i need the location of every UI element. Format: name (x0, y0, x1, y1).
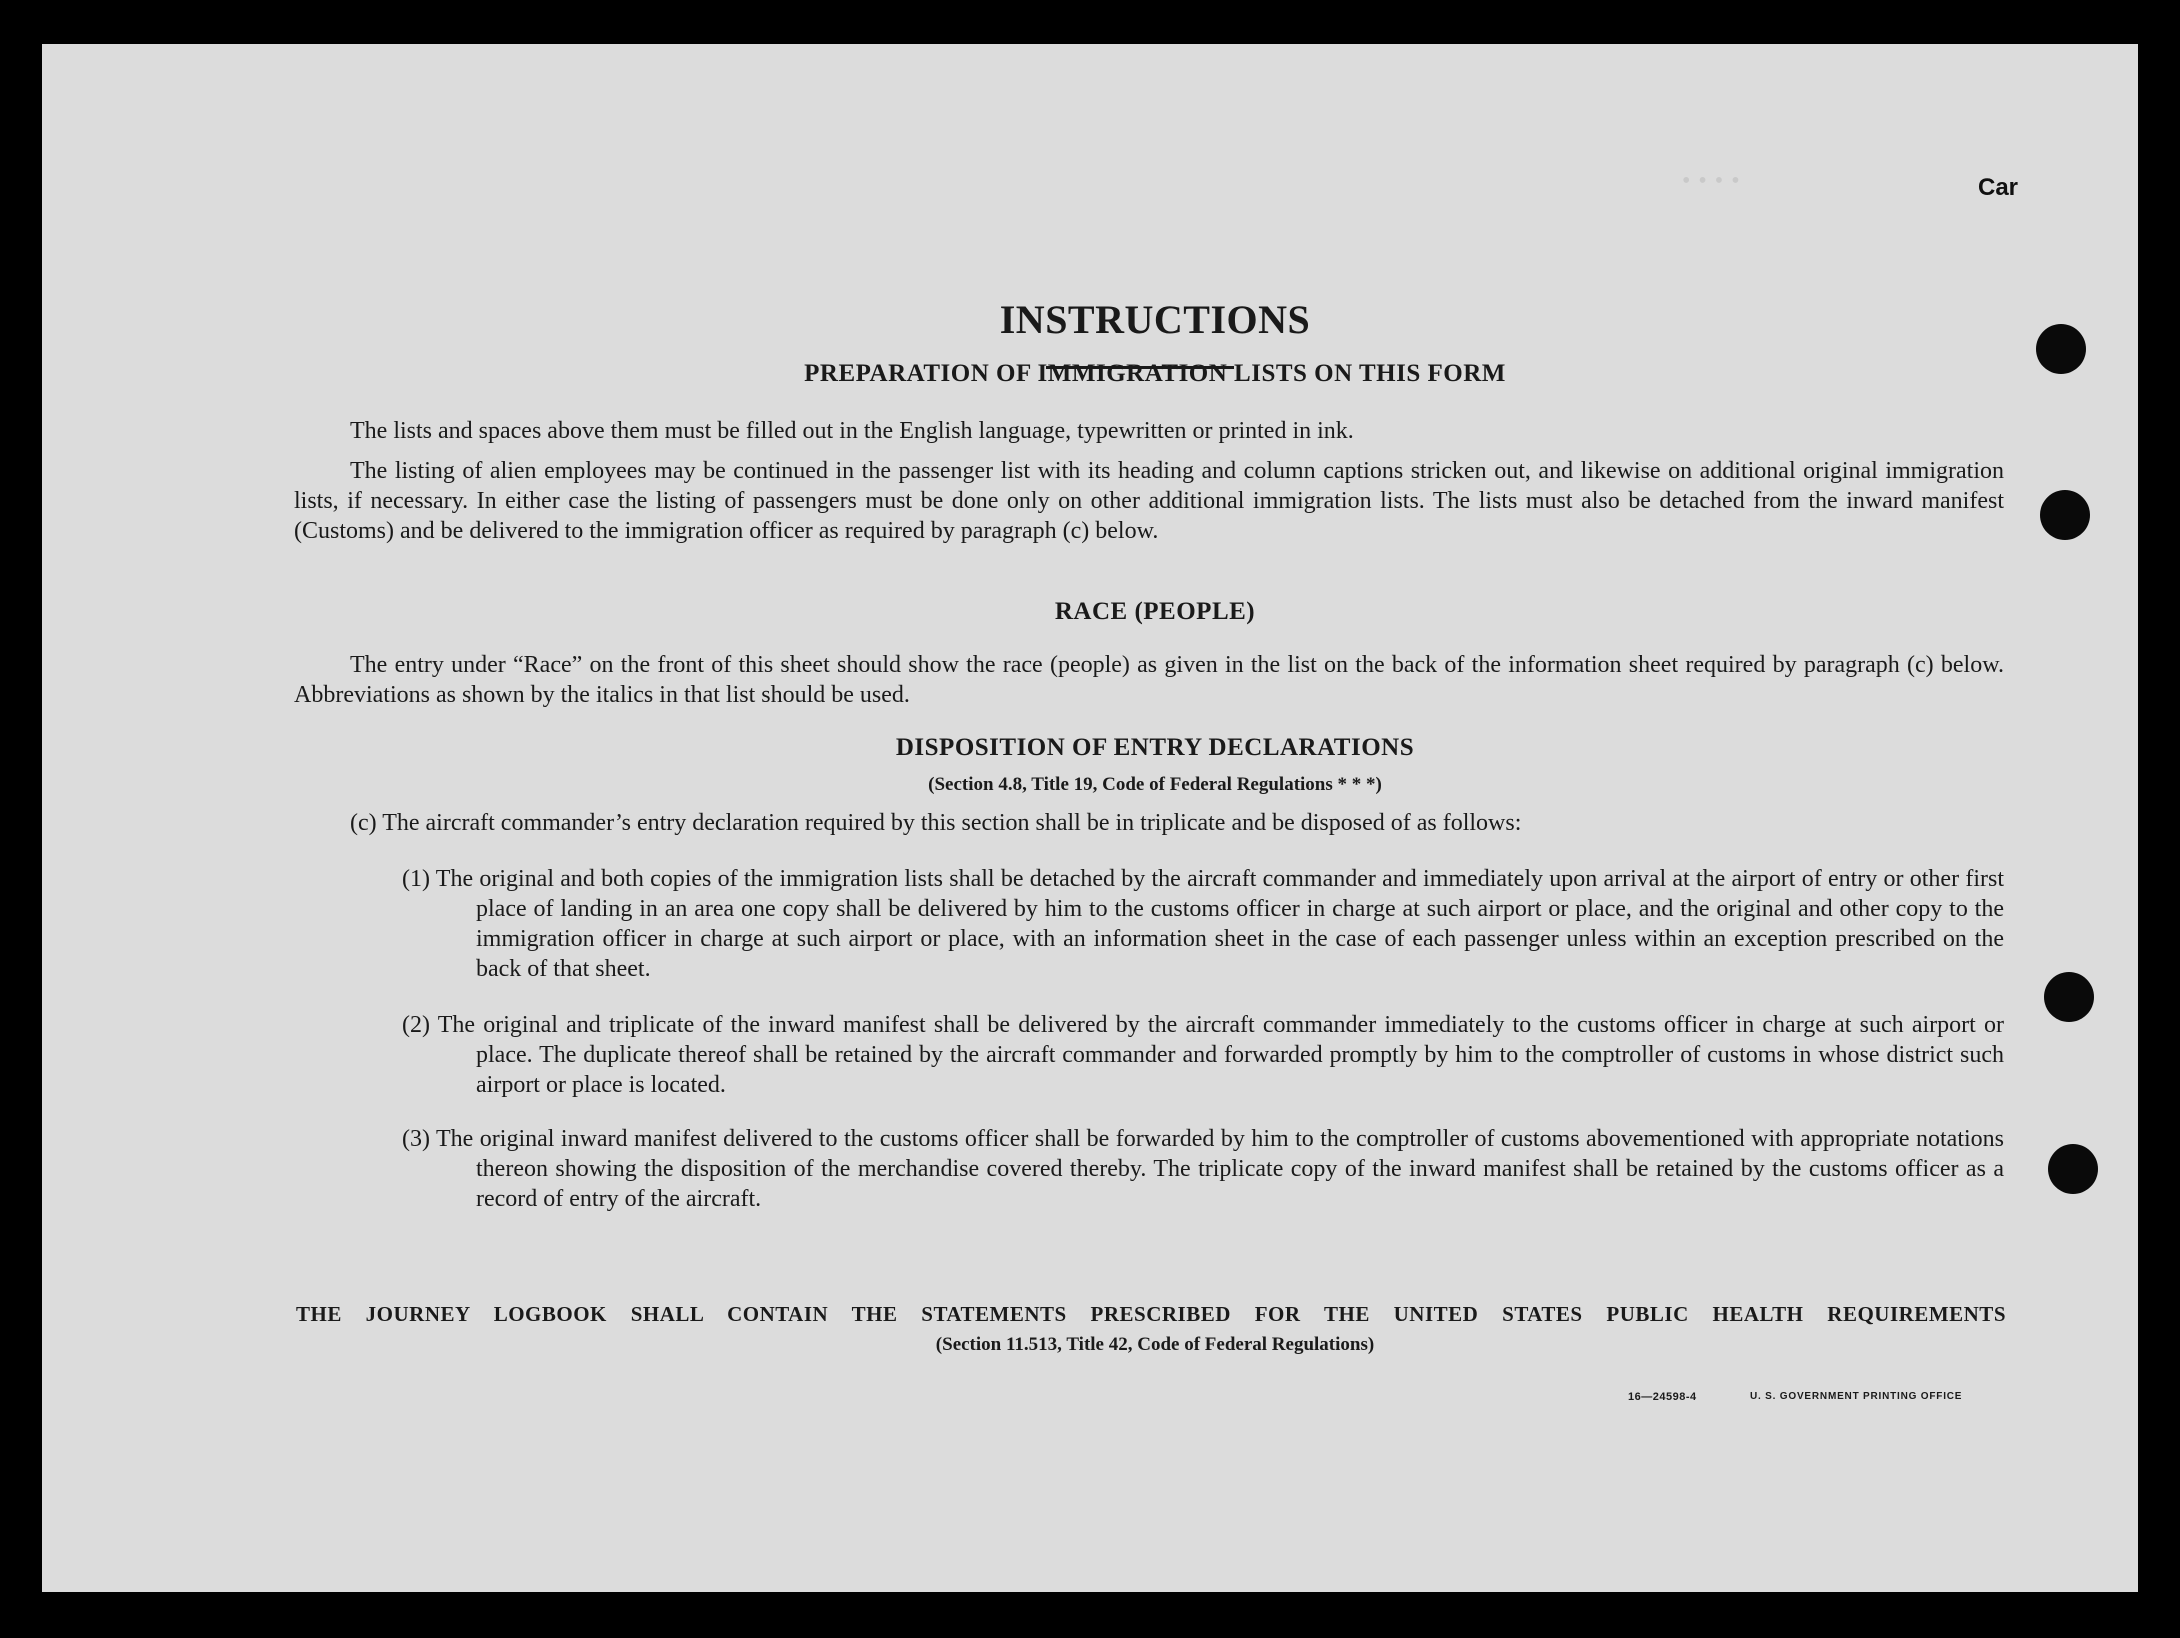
paragraph-language: The lists and spaces above them must be filled out in the English language, typewritten or printed in ink. (350, 418, 1354, 444)
section-heading-race: RACE (PEOPLE) (1054, 598, 1256, 625)
paragraph-race: The entry under “Race” on the front of this sheet should show the race (people) as given in the list on the back of the information sheet required by paragraph (c) below. Abbreviations as shown by the italics in that list should be used. (294, 652, 2004, 708)
page-title: INSTRUCTIONS (999, 297, 1311, 342)
footer-statement: THE JOURNEY LOGBOOK SHALL CONTAIN THE STATEMENTS PRESCRIBED FOR THE UNITED STATES PUBLIC HEALTH REQUIREMENTS (296, 1302, 2006, 1326)
section-heading-preparation: PREPARATION OF IMMIGRATION LISTS ON THIS FORM (804, 360, 1506, 387)
list-item-2: (2) The original and triplicate of the inward manifest shall be delivered by the aircraft commander immediately to the customs officer in charge at such airport or place. The duplicate thereof shall be retained by the aircraft commander and forwarded promptly by him to the comptroller of customs in whose district such airport or place is located. (402, 1012, 2004, 1098)
printer-imprint: U. S. GOVERNMENT PRINTING OFFICE (1750, 1391, 1963, 1402)
citation-title-19: (Section 4.8, Title 19, Code of Federal Regulations * * *) (928, 774, 1382, 795)
form-code: 16—24598-4 (1628, 1391, 1697, 1403)
bleed-through-text: • • • • (1682, 168, 1741, 194)
section-heading-disposition: DISPOSITION OF ENTRY DECLARATIONS (895, 734, 1415, 761)
document-page (42, 44, 2138, 1592)
stray-mark-top-right: Car (1978, 174, 2019, 201)
binder-hole (2048, 1144, 2098, 1194)
footer-citation: (Section 11.513, Title 42, Code of Federal Regulations) (935, 1334, 1375, 1355)
paragraph-alien-employees: The listing of alien employees may be continued in the passenger list with its heading and column captions stricken out, and likewise on additional original immigration lists, if necessary. In either case the listing of passengers must be done only on other additional immigration lists. The lists must also be detached from the inward manifest (Customs) and be delivered to the immigration officer as required by paragraph (c) below. (294, 458, 2004, 544)
paragraph-c-intro: (c) The aircraft commander’s entry declaration required by this section shall be in triplicate and be disposed of as follows: (350, 810, 1522, 836)
binder-hole (2044, 972, 2094, 1022)
list-item-1: (1) The original and both copies of the immigration lists shall be detached by the aircraft commander and immediately upon arrival at the airport of entry or other first place of landing in an area one copy shall be delivered by him to the customs officer in charge at such airport or place, and the original and other copy to the immigration officer in charge at such airport or place, with an information sheet in the case of each passenger unless within an exception prescribed on the back of that sheet. (402, 866, 2004, 982)
list-item-3: (3) The original inward manifest delivered to the customs officer shall be forwarded by him to the comptroller of customs abovementioned with appropriate notations thereon showing the disposition of the merchandise covered thereby. The triplicate copy of the inward manifest shall be retained by the customs officer as a record of entry of the aircraft. (402, 1126, 2004, 1212)
binder-hole (2040, 490, 2090, 540)
